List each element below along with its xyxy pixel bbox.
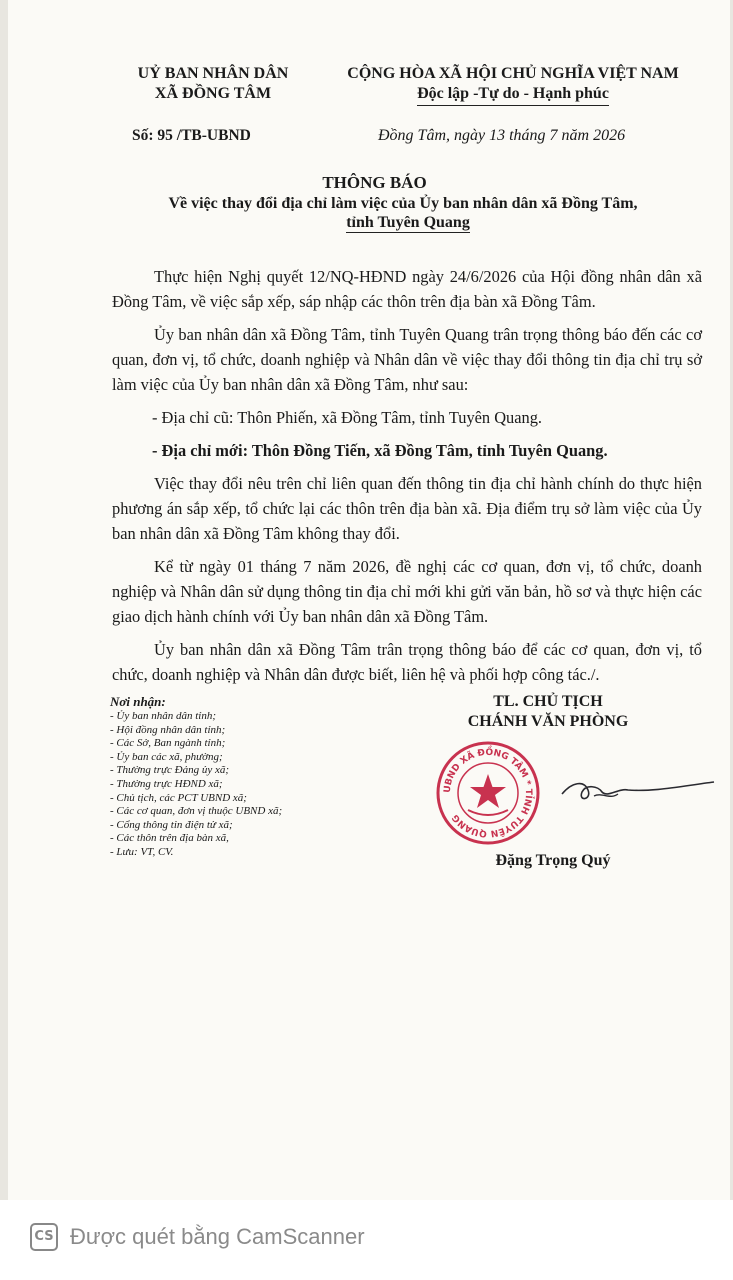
- signature-title-line-2: CHÁNH VĂN PHÒNG: [467, 713, 629, 730]
- document-page: [8, 0, 730, 1200]
- paragraph-5: Ủy ban nhân dân xã Đồng Tâm trân trọng thông báo để các cơ quan, đơn vị, tổ chức, doanh nghiệp và Nhân dân được biết, liên hệ và phối hợp công tác./.: [112, 640, 702, 684]
- recipient-item: - Ủy ban nhân dân tỉnh;: [110, 710, 217, 722]
- signature-title-line-1: TL. CHỦ TỊCH: [493, 693, 603, 710]
- recipient-item: - Thường trực Đảng ủy xã;: [110, 764, 229, 777]
- recipient-item: - Chủ tịch, các PCT UBND xã;: [110, 791, 247, 804]
- document-subject-line-1: Về việc thay đổi địa chỉ làm việc của Ủy ban nhân dân xã Đồng Tâm,: [168, 195, 638, 212]
- recipient-item: - Thường trực HĐND xã;: [110, 777, 223, 790]
- scanner-watermark-bar: [0, 1200, 733, 1280]
- old-address: - Địa chỉ cũ: Thôn Phiến, xã Đồng Tâm, tỉnh Tuyên Quang.: [152, 408, 543, 427]
- authority-line-2: XÃ ĐỒNG TÂM: [154, 85, 272, 102]
- paragraph-4: Kể từ ngày 01 tháng 7 năm 2026, đề nghị các cơ quan, đơn vị, tổ chức, doanh nghiệp và Nhân dân sử dụng thông tin địa chỉ mới khi gửi văn bản, hồ sơ và thực hiện các giao dịch hành chính với Ủy ban nhân dân xã Đồng Tâm.: [112, 557, 702, 626]
- signer-name: Đặng Trọng Quý: [495, 852, 611, 869]
- official-seal-icon: [428, 738, 548, 848]
- issuing-authority: [108, 64, 318, 104]
- camscanner-logo-icon: CS: [30, 1223, 58, 1251]
- recipient-item: - Các thôn trên địa bàn xã,: [110, 832, 229, 845]
- camscanner-caption: Được quét bằng CamScanner: [70, 1224, 365, 1249]
- handwritten-signature: [558, 770, 718, 810]
- authority-line-1: UỶ BAN NHÂN DÂN: [137, 65, 289, 82]
- document-number: Số: 95 /TB-UBND: [132, 127, 251, 144]
- recipient-item: - Các cơ quan, đơn vị thuộc UBND xã;: [110, 805, 283, 818]
- national-header: [328, 64, 698, 106]
- document-body: [112, 264, 702, 695]
- recipients-list: [110, 694, 370, 860]
- recipients-heading: Nơi nhận:: [110, 694, 166, 709]
- recipient-item: - Ủy ban các xã, phường;: [110, 750, 223, 763]
- recipient-item: - Lưu: VT, CV.: [110, 845, 174, 858]
- recipient-item: - Hội đồng nhân dân tỉnh;: [110, 723, 226, 736]
- seal-text: UBND XÃ ĐỒNG TÂM * TỈNH TUYÊN QUANG: [442, 747, 534, 839]
- paragraph-3: Việc thay đổi nêu trên chỉ liên quan đến thông tin địa chỉ hành chính do thực hiện phương án sắp xếp, tổ chức lại các thôn trên địa bàn xã. Địa điểm trụ sở làm việc của Ủy ban nhân dân xã Đồng Tâm không thay đổi.: [112, 474, 702, 543]
- document-title: THÔNG BÁO: [322, 173, 427, 192]
- nation-name: CỘNG HÒA XÃ HỘI CHỦ NGHĨA VIỆT NAM: [347, 65, 679, 82]
- recipient-item: - Cổng thông tin điện tử xã;: [110, 818, 233, 831]
- paragraph-2: Ủy ban nhân dân xã Đồng Tâm, tỉnh Tuyên Quang trân trọng thông báo đến các cơ quan, đơn vị, tổ chức, doanh nghiệp và Nhân dân về việc thay đổi thông tin địa chỉ trụ sở làm việc của Ủy ban nhân dân xã Đồng Tâm, như sau:: [112, 325, 702, 394]
- document-subject-line-2: [8, 213, 733, 233]
- signature-title: [438, 692, 658, 732]
- paragraph-1: Thực hiện Nghị quyết 12/NQ-HĐND ngày 24/6/2026 của Hội đồng nhân dân xã Đồng Tâm, về việc sắp xếp, sáp nhập các thôn trên địa bàn xã Đồng Tâm.: [112, 267, 702, 311]
- new-address: - Địa chỉ mới: Thôn Đồng Tiến, xã Đồng Tâm, tỉnh Tuyên Quang.: [152, 441, 608, 460]
- national-motto: Độc lập -Tự do - Hạnh phúc: [417, 84, 609, 106]
- recipient-item: - Các Sở, Ban ngành tỉnh;: [110, 737, 226, 750]
- place-and-date: Đồng Tâm, ngày 13 tháng 7 năm 2026: [378, 127, 626, 144]
- subject-line-2-text: tỉnh Tuyên Quang: [346, 214, 470, 231]
